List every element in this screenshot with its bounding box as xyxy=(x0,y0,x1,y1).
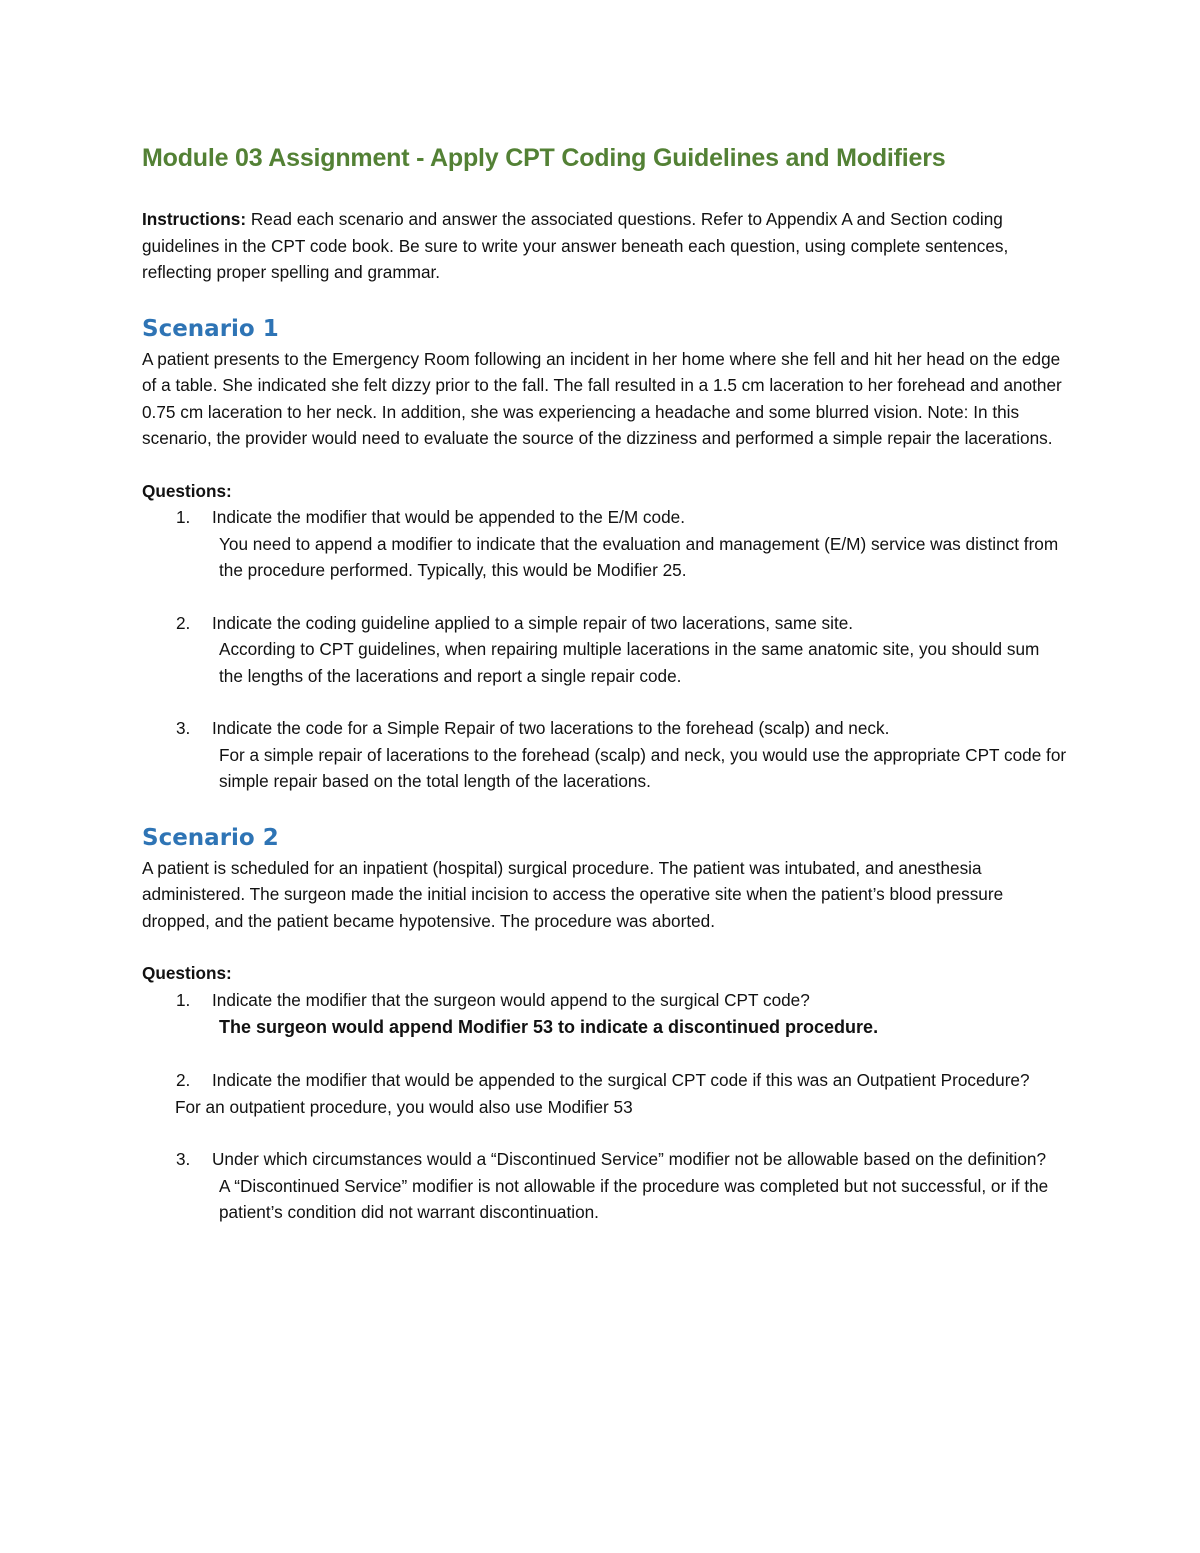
answer-text: According to CPT guidelines, when repairing multiple lacerations in the same anatomic site, you should sum the lengths of the lacerations and report a single repair code. xyxy=(219,639,1040,686)
question-text: Under which circumstances would a “Discontinued Service” modifier not be allowable based on the definition? xyxy=(212,1149,1047,1169)
scenario-1 xyxy=(142,312,1067,795)
question-text: Indicate the modifier that would be appended to the E/M code. xyxy=(212,507,685,527)
scenario-heading: Scenario 1 xyxy=(142,315,279,342)
instructions xyxy=(142,206,1067,286)
instructions-text: Read each scenario and answer the associated questions. Refer to Appendix A and Section coding guidelines in the CPT code book. Be sure to write your answer beneath each question, using complete sentences, reflecting proper spelling and grammar. xyxy=(142,209,1009,282)
question-text: Indicate the coding guideline applied to a simple repair of two lacerations, same site. xyxy=(212,612,854,633)
question-text: Indicate the modifier that the surgeon would append to the surgical CPT code? xyxy=(212,989,810,1010)
answer-text: You need to append a modifier to indicate that the evaluation and management (E/M) service was distinct from the procedure performed. Typically, this would be Modifier 25. xyxy=(219,533,1059,580)
question-item xyxy=(142,715,1067,742)
document-page xyxy=(142,140,1067,1226)
question-item xyxy=(142,1067,1067,1094)
question-number: 3. xyxy=(176,718,191,738)
answer-text: The surgeon would append Modifier 53 to indicate a discontinued procedure. xyxy=(219,1017,879,1037)
scenario-2 xyxy=(142,821,1067,1226)
scenario-heading: Scenario 2 xyxy=(142,824,279,851)
questions-label: Questions: xyxy=(142,480,232,501)
scenario-description: A patient is scheduled for an inpatient (hospital) surgical procedure. The patient was intubated, and anesthesia administered. The surgeon made the initial incision to access the operative site when the patient’s blood pressure dropped, and the patient became hypotensive. The procedure was aborted. xyxy=(142,857,1004,931)
question-item xyxy=(142,1146,1067,1173)
answer-text: For an outpatient procedure, you would also use Modifier 53 xyxy=(175,1096,633,1117)
questions-label: Questions: xyxy=(142,963,232,983)
question-text: Indicate the modifier that would be appended to the surgical CPT code if this was an Outpatient Procedure? xyxy=(212,1070,1030,1090)
question-item xyxy=(142,504,1067,531)
question-number: 2. xyxy=(176,612,191,633)
instructions-label: Instructions: xyxy=(142,209,247,229)
scenario-description: A patient presents to the Emergency Room following an incident in her home where she fell and hit her head on the edge of a table. She indicated she felt dizzy prior to the fall. The fall resulted in a 1.5 cm laceration to her forehead and another 0.75 cm laceration to her neck. In addition, she was experiencing a headache and some blurred vision. Note: In this scenario, the provider would need to evaluate the source of the dizziness and performed a simple repair the lacerations. xyxy=(142,348,1062,448)
question-number: 2. xyxy=(176,1070,191,1090)
answer-text: A “Discontinued Service” modifier is not allowable if the procedure was completed but not successful, or if the patient’s condition did not warrant discontinuation. xyxy=(219,1175,1049,1222)
question-number: 1. xyxy=(176,507,191,527)
question-number: 1. xyxy=(176,989,191,1010)
question-item xyxy=(142,987,1067,1014)
question-item xyxy=(142,610,1067,637)
answer-text: For a simple repair of lacerations to the forehead (scalp) and neck, you would use the appropriate CPT code for simple repair based on the total length of the lacerations. xyxy=(219,744,1067,791)
question-number: 3. xyxy=(176,1149,191,1169)
question-text: Indicate the code for a Simple Repair of two lacerations to the forehead (scalp) and neck. xyxy=(212,718,890,738)
document-title: Module 03 Assignment - Apply CPT Coding Guidelines and Modifiers xyxy=(142,144,946,172)
